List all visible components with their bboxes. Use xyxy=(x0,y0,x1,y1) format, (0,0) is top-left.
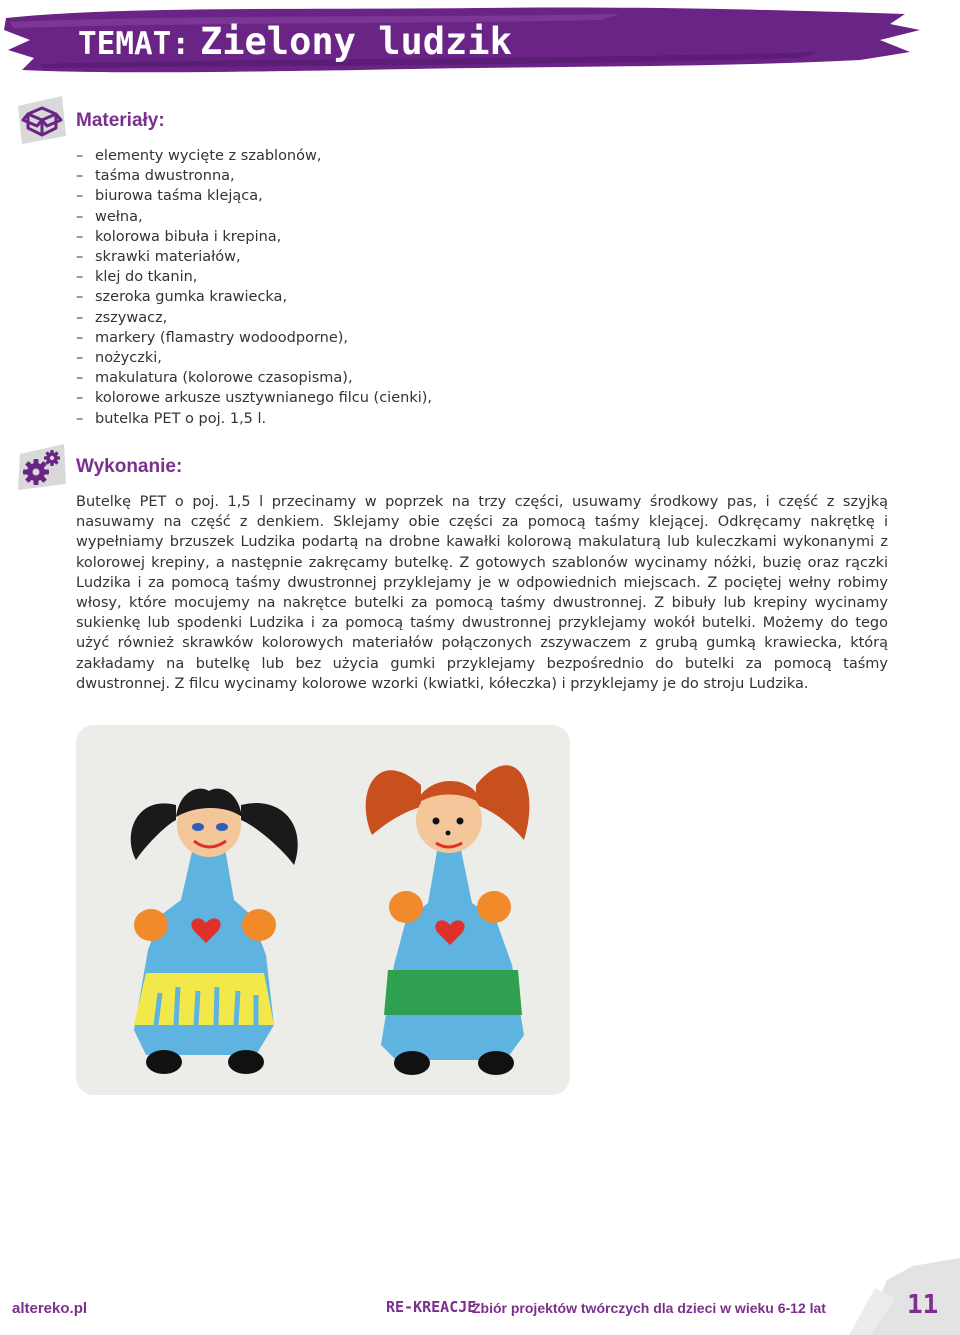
material-item-text: nożyczki, xyxy=(95,350,162,367)
list-dash: – xyxy=(76,269,84,286)
footer-subtitle: Zbiór projektów twórczych dla dzieci w wieku 6-12 lat xyxy=(472,1300,826,1316)
list-dash: – xyxy=(76,410,84,427)
material-item xyxy=(76,328,432,348)
list-dash: – xyxy=(76,148,84,164)
material-item-text: klej do tkanin, xyxy=(95,269,198,286)
instructions-heading: Wykonanie: xyxy=(76,456,183,477)
material-item xyxy=(76,409,432,429)
list-dash: – xyxy=(76,289,84,306)
list-dash: – xyxy=(76,350,84,367)
materials-heading: Materiały: xyxy=(76,110,165,131)
gears-icon xyxy=(14,438,70,494)
material-item-text: szeroka gumka krawiecka, xyxy=(95,289,288,306)
material-item-text: kolorowa bibuła i krepina, xyxy=(95,228,282,245)
list-dash: – xyxy=(76,309,84,326)
page-title xyxy=(78,20,512,63)
material-item xyxy=(76,368,432,388)
material-item-text: biurowa taśma klejąca, xyxy=(95,188,263,205)
material-item xyxy=(76,227,432,247)
list-dash: – xyxy=(76,188,84,205)
list-dash: – xyxy=(76,329,84,346)
instructions-text: Butelkę PET o poj. 1,5 l przecinamy w poprzek na trzy części, usuwamy środkowy pas, i część z szyjką nasuwamy na część z denkiem. Sklejamy obie części za pomocą taśmy klejącej. Odkręcamy nakrętkę i wypełniamy brzuszek Ludzika podartą na drobne kawałki kolorową makulaturą lub kuleczkami wykonanymi z kolorowej krepiny, a następnie zakręcamy butelkę. Z gotowych szablonów wycinamy nóżki, buzię oraz rączki Ludzika i za pomocą taśmy dwustronnej przyklejamy je w odpowiednich miejscach. Z pociętej wełny robimy włosy, które mocujemy na nakrętce butelki za pomocą taśmy dwustronnej. Z bibuły lub krepiny wycinamy sukienkę lub spodenki Ludzika i za pomocą taśmy dwustronnej przyklejamy wokół butelki. Możemy do tego użyć również skrawków kolorowych materiałów połączonych zszywaczem z grubą gumką krawiecka, którą zakładamy na butelkę lub bez użycia gumki przyklejamy bezpośrednio do butelki za pomocą taśmy dwustronnej. Z filcu wycinamy kolorowe wzorki (kwiatki, kółeczka) i przyklejamy je do stroju Ludzika. xyxy=(76,494,888,692)
material-item-text: elementy wycięte z szablonów, xyxy=(95,148,322,164)
material-item xyxy=(76,166,432,186)
title-label: TEMAT: xyxy=(78,26,190,62)
material-item-text: wełna, xyxy=(95,208,143,225)
footer-website[interactable]: altereko.pl xyxy=(12,1300,88,1317)
material-item-text: taśma dwustronna, xyxy=(95,168,235,185)
material-item-text: butelka PET o poj. 1,5 l. xyxy=(95,410,267,427)
material-item xyxy=(76,186,432,206)
materials-list xyxy=(76,146,432,429)
material-item xyxy=(76,146,432,166)
material-item-text: skrawki materiałów, xyxy=(95,249,241,266)
material-item-text: markery (flamastry wodoodporne), xyxy=(95,329,349,346)
material-item-text: zszywacz, xyxy=(95,309,168,326)
list-dash: – xyxy=(76,228,84,245)
page-number: 11 xyxy=(907,1290,939,1320)
footer-brand: RE-KREACJE xyxy=(386,1298,477,1316)
list-dash: – xyxy=(76,208,84,225)
material-item xyxy=(76,207,432,227)
material-item-text: kolorowe arkusze usztywnianego filcu (cienki), xyxy=(95,390,433,407)
title-text: Zielony ludzik xyxy=(199,20,512,63)
material-item xyxy=(76,247,432,267)
material-item xyxy=(76,348,432,368)
material-item xyxy=(76,287,432,307)
box-icon xyxy=(14,92,70,148)
material-item xyxy=(76,308,432,328)
page-number-brush xyxy=(835,1258,960,1335)
list-dash: – xyxy=(76,390,84,407)
header-banner xyxy=(0,0,960,90)
material-item xyxy=(76,388,432,408)
list-dash: – xyxy=(76,168,84,185)
project-photo xyxy=(76,725,570,1095)
material-item-text: makulatura (kolorowe czasopisma), xyxy=(95,370,353,387)
material-item xyxy=(76,267,432,287)
list-dash: – xyxy=(76,370,84,387)
list-dash: – xyxy=(76,249,84,266)
